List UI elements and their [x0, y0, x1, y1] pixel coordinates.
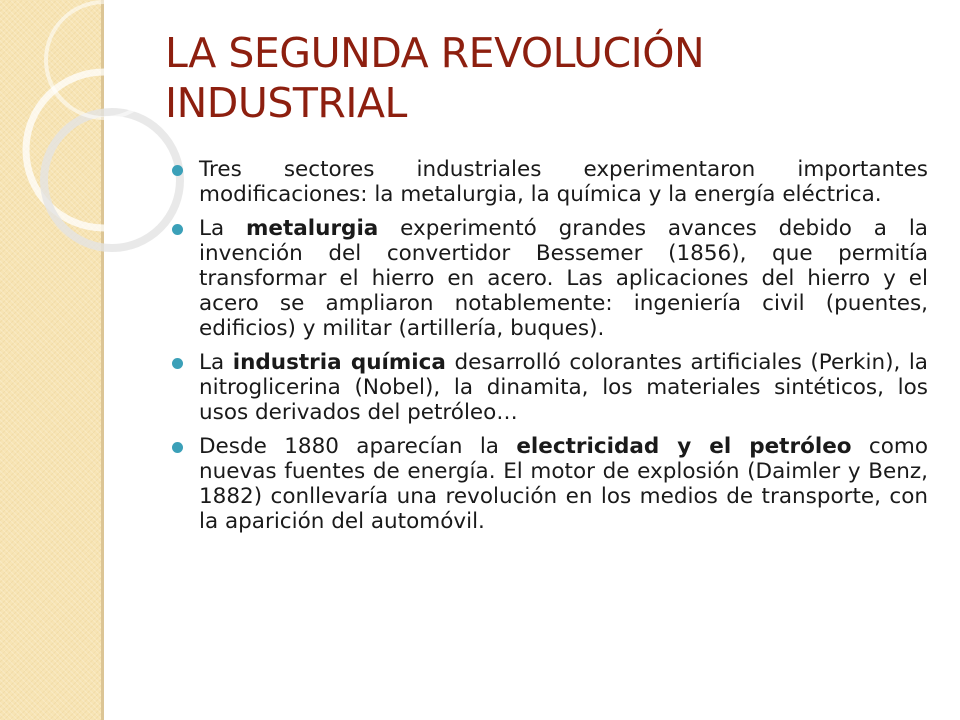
bullet-dot-icon — [172, 442, 183, 453]
bullet-item — [172, 350, 928, 425]
bullet-dot-icon — [172, 224, 183, 235]
bullet-dot-icon — [172, 358, 183, 369]
decorative-side-band — [0, 0, 104, 720]
bullet-keyword: electricidad y el petróleo — [516, 434, 852, 459]
bullet-item — [172, 157, 928, 207]
bullet-keyword: industria química — [232, 350, 446, 375]
bullet-text: La industria química desarrolló colorantes artificiales (Perkin), la nitroglicerina (Nobel), la dinamita, los materiales sintéticos, los usos derivados del petróleo… — [199, 350, 928, 425]
slide-title: LA SEGUNDA REVOLUCIÓN INDUSTRIAL — [165, 29, 705, 127]
bullet-text: La metalurgia experimentó grandes avances debido a la invención del convertidor Bessemer (1856), que permitía transformar el hierro en acero. Las aplicaciones del hierro y el acero se ampliaron notablemente: ingeniería civil (puentes, edificios) y militar (artillería, buques). — [199, 216, 928, 341]
bullet-dot-icon — [172, 165, 183, 176]
bullet-list — [172, 157, 928, 543]
bullet-text: Tres sectores industriales experimentaron importantes modificaciones: la metalurgia, la química y la energía eléctrica. — [199, 157, 928, 207]
bullet-item — [172, 434, 928, 534]
bullet-item — [172, 216, 928, 341]
bullet-text: Desde 1880 aparecían la electricidad y el petróleo como nuevas fuentes de energía. El motor de explosión (Daimler y Benz, 1882) conllevaría una revolución en los medios de transporte, con la aparición del automóvil. — [199, 434, 928, 534]
bullet-keyword: metalurgia — [246, 216, 379, 241]
